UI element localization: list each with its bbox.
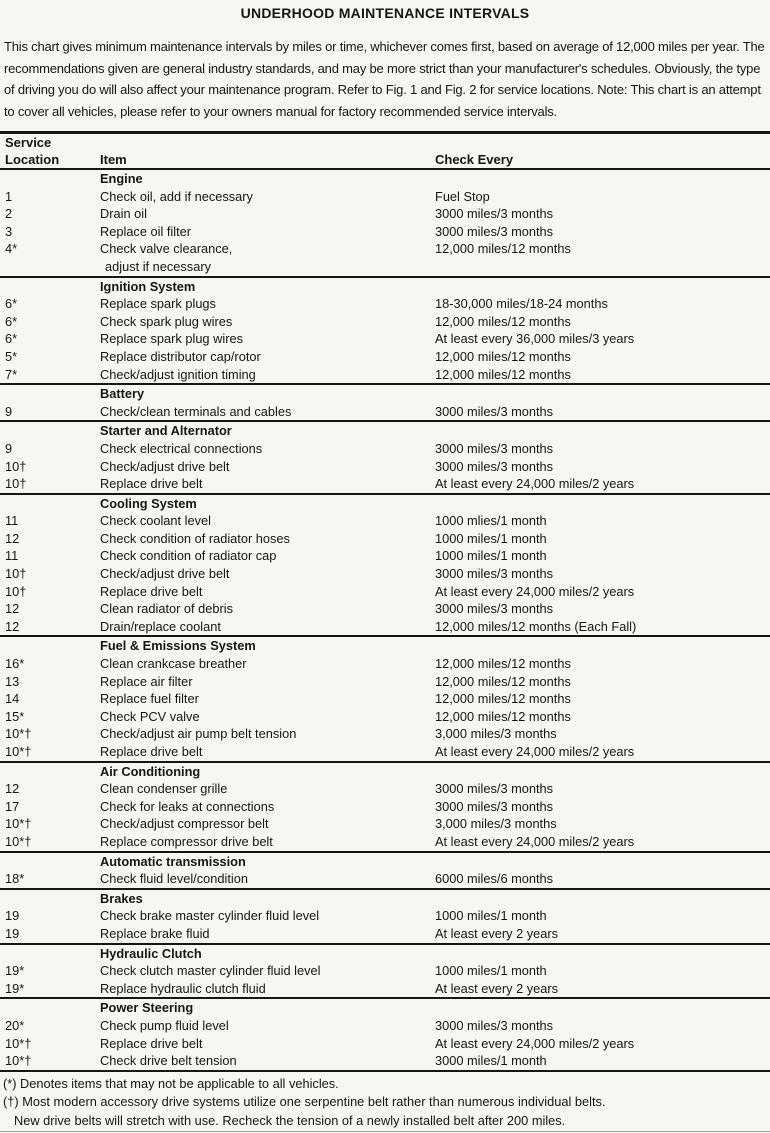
table-section [0, 890, 770, 943]
check-every-cell: 3000 miles/3 months [435, 440, 554, 456]
section-header-row [0, 422, 770, 440]
footnote: New drive belts will stretch with use. Recheck the tension of a newly installed belt after 200 miles. [14, 1112, 566, 1128]
section-header-row [0, 637, 770, 655]
item-cell: Check oil, add if necessary [100, 188, 253, 204]
table-row [0, 780, 770, 798]
service-location-cell: 11 [5, 548, 19, 564]
table-body [0, 170, 770, 1072]
section-title: Air Conditioning [100, 763, 201, 779]
service-location-cell: 11 [5, 513, 19, 529]
table-row [0, 655, 770, 673]
section-header-row [0, 999, 770, 1017]
footnotes [0, 1075, 770, 1131]
table-row [0, 313, 770, 331]
item-cell: Check drive belt tension [100, 1053, 237, 1069]
service-location-cell: 6* [5, 331, 18, 347]
service-location-cell: 15* [5, 708, 25, 724]
table-row [0, 512, 770, 530]
maintenance-table [0, 131, 770, 1072]
table-section [0, 853, 770, 888]
table-row [0, 907, 770, 925]
service-location-cell: 12 [5, 601, 20, 617]
check-every-cell: 3000 miles/1 month [435, 1053, 547, 1069]
item-cell: Replace drive belt [100, 476, 203, 492]
service-location-cell: 5* [5, 348, 18, 364]
item-cell: Check valve clearance, [100, 241, 233, 257]
service-location-cell: 6* [5, 313, 18, 329]
item-cell: Check fluid level/condition [100, 871, 248, 887]
item-cell: Drain oil [100, 206, 147, 222]
service-location-cell: 12 [5, 530, 20, 546]
table-bottom-rule [0, 1070, 770, 1072]
table-row [0, 690, 770, 708]
section-header-row [0, 853, 770, 871]
section-header-row [0, 890, 770, 908]
service-location-cell: 10*† [5, 833, 32, 849]
service-location-cell: 4* [5, 241, 18, 257]
table-row-continuation [0, 258, 770, 276]
check-every-cell: At least every 36,000 miles/3 years [435, 331, 635, 347]
service-location-cell: 10*† [5, 726, 32, 742]
item-cell: Clean radiator of debris [100, 601, 234, 617]
table-row [0, 223, 770, 241]
service-location-cell: 19 [5, 908, 20, 924]
check-every-cell: 3,000 miles/3 months [435, 816, 557, 832]
section-title: Battery [100, 386, 145, 402]
item-cell: Replace drive belt [100, 1035, 203, 1051]
table-row [0, 925, 770, 943]
check-every-cell: 18-30,000 miles/18-24 months [435, 296, 608, 312]
service-location-cell: 10† [5, 583, 27, 599]
service-location-cell: 1 [5, 188, 13, 204]
check-every-cell: 12,000 miles/12 months [435, 708, 571, 724]
table-section [0, 999, 770, 1069]
item-cell: Drain/replace coolant [100, 618, 221, 634]
item-cell: Replace spark plugs [100, 296, 216, 312]
service-location-cell: 3 [5, 223, 13, 239]
section-title: Hydraulic Clutch [100, 945, 202, 961]
footnote: (†) Most modern accessory drive systems utilize one serpentine belt rather than numerous individual belts. [3, 1094, 606, 1110]
item-cell: Check electrical connections [100, 440, 263, 456]
check-every-cell: At least every 2 years [435, 980, 559, 996]
section-header-row [0, 170, 770, 188]
check-every-cell: 1000 miles/1 month [435, 530, 547, 546]
table-row [0, 565, 770, 583]
intro-paragraph: This chart gives minimum maintenance intervals by miles or time, whichever comes first, based on average of 12,000 miles per year. The recommendations given are general industry standards, and may be more strict than your manufacturer's schedules. Obviously, the type of driving you do will also affect your maintenance program. Refer to Fig. 1 and Fig. 2 for service locations. Note: This chart is an attempt to cover all vehicles, please refer to your owners manual for factory recommended service intervals. [4, 39, 765, 119]
table-row [0, 188, 770, 206]
check-every-cell: At least every 24,000 miles/2 years [435, 476, 635, 492]
footnote: (*) Denotes items that may not be applicable to all vehicles. [3, 1075, 339, 1091]
service-location-cell: 13 [5, 673, 20, 689]
check-every-cell: 3000 miles/3 months [435, 566, 554, 582]
check-every-cell: 12,000 miles/12 months [435, 241, 571, 257]
table-section [0, 278, 770, 384]
item-cell: Replace compressor drive belt [100, 833, 273, 849]
section-title: Ignition System [100, 278, 196, 294]
service-location-cell: 7* [5, 366, 18, 382]
table-row [0, 530, 770, 548]
table-row [0, 547, 770, 565]
service-location-cell: 2 [5, 206, 13, 222]
section-title: Brakes [100, 890, 143, 906]
table-row [0, 205, 770, 223]
service-location-cell: 10*† [5, 816, 32, 832]
service-location-cell: 9 [5, 440, 13, 456]
item-cell: Check/adjust drive belt [100, 458, 230, 474]
table-row [0, 725, 770, 743]
item-cell: Clean condenser grille [100, 781, 228, 797]
check-every-cell: 12,000 miles/12 months [435, 348, 571, 364]
table-row [0, 1052, 770, 1070]
item-cell: Check PCV valve [100, 708, 200, 724]
item-cell: Check pump fluid level [100, 1017, 229, 1033]
service-location-cell: 10*† [5, 1053, 32, 1069]
service-location-cell: 6* [5, 296, 18, 312]
section-title: Starter and Alternator [100, 423, 232, 439]
check-every-cell: 3000 miles/3 months [435, 223, 554, 239]
service-location-cell: 19* [5, 980, 25, 996]
item-cell: Replace drive belt [100, 583, 203, 599]
check-every-cell: 12,000 miles/12 months (Each Fall) [435, 618, 637, 634]
page-title: UNDERHOOD MAINTENANCE INTERVALS [240, 5, 530, 21]
item-cell: Replace air filter [100, 673, 193, 689]
table-section [0, 385, 770, 420]
service-location-cell: 18* [5, 871, 25, 887]
section-title: Automatic transmission [100, 853, 246, 869]
table-row [0, 962, 770, 980]
check-every-cell: 3000 miles/3 months [435, 601, 554, 617]
service-location-cell: 10*† [5, 744, 32, 759]
check-every-cell: 3000 miles/3 months [435, 1017, 554, 1033]
check-every-cell: At least every 2 years [435, 925, 559, 941]
item-cell-continuation: adjust if necessary [105, 258, 211, 274]
header-check-every: Check Every [435, 152, 514, 167]
service-location-cell: 14 [5, 691, 20, 707]
section-header-row [0, 763, 770, 781]
service-location-cell: 17 [5, 798, 20, 814]
item-cell: Check/adjust ignition timing [100, 366, 256, 382]
check-every-cell: 3000 miles/3 months [435, 798, 554, 814]
service-location-cell: 12 [5, 781, 20, 797]
section-title: Cooling System [100, 495, 197, 511]
table-row [0, 1017, 770, 1035]
service-location-cell: 10† [5, 566, 27, 582]
service-location-cell: 16* [5, 656, 25, 672]
check-every-cell: At least every 24,000 miles/2 years [435, 583, 635, 599]
service-location-cell: 10† [5, 476, 27, 492]
item-cell: Check brake master cylinder fluid level [100, 908, 320, 924]
table-row [0, 440, 770, 458]
check-every-cell: 12,000 miles/12 months [435, 673, 571, 689]
header-service: Service [5, 135, 52, 150]
item-cell: Replace spark plug wires [100, 331, 243, 347]
item-cell: Replace hydraulic clutch fluid [100, 980, 266, 996]
table-row [0, 295, 770, 313]
table-row [0, 366, 770, 384]
table-header-line-1 [0, 134, 770, 151]
table-header [0, 134, 770, 168]
table-row [0, 1035, 770, 1053]
check-every-cell: At least every 24,000 miles/2 years [435, 1035, 635, 1051]
service-location-cell: 19* [5, 963, 25, 979]
item-cell: Check/clean terminals and cables [100, 403, 292, 419]
item-cell: Check/adjust drive belt [100, 566, 230, 582]
item-cell: Replace oil filter [100, 223, 192, 239]
table-header-line-2 [0, 151, 770, 168]
check-every-cell: Fuel Stop [435, 188, 490, 204]
table-row [0, 348, 770, 366]
service-location-cell: 10*† [5, 1035, 32, 1051]
table-row [0, 458, 770, 476]
check-every-cell: 12,000 miles/12 months [435, 691, 571, 707]
item-cell: Check condition of radiator cap [100, 548, 277, 564]
check-every-cell: 3,000 miles/3 months [435, 726, 557, 742]
table-section [0, 945, 770, 998]
table-row [0, 980, 770, 998]
section-header-row [0, 495, 770, 513]
check-every-cell: 3000 miles/3 months [435, 206, 554, 222]
item-cell: Check condition of radiator hoses [100, 530, 290, 546]
service-location-cell: 19 [5, 925, 20, 941]
check-every-cell: 1000 mlies/1 month [435, 513, 547, 529]
table-row [0, 673, 770, 691]
table-row [0, 815, 770, 833]
header-item: Item [100, 152, 127, 167]
table-row [0, 618, 770, 636]
table-row [0, 475, 770, 493]
check-every-cell: 12,000 miles/12 months [435, 366, 571, 382]
section-header-row [0, 278, 770, 296]
item-cell: Check/adjust compressor belt [100, 816, 269, 832]
section-title: Power Steering [100, 1000, 194, 1016]
section-title: Fuel & Emissions System [100, 638, 256, 654]
section-header-row [0, 385, 770, 403]
table-section [0, 637, 770, 760]
table-row [0, 708, 770, 726]
table-row [0, 870, 770, 888]
table-row [0, 583, 770, 601]
check-every-cell: 3000 miles/3 months [435, 781, 554, 797]
table-row [0, 403, 770, 421]
service-location-cell: 12 [5, 618, 20, 634]
item-cell: Replace brake fluid [100, 925, 210, 941]
section-header-row [0, 945, 770, 963]
item-cell: Replace distributor cap/rotor [100, 348, 261, 364]
table-section [0, 495, 770, 636]
service-location-cell: 20* [5, 1017, 25, 1033]
check-every-cell: At least every 24,000 miles/2 years [435, 744, 635, 759]
item-cell: Check spark plug wires [100, 313, 233, 329]
check-every-cell: 3000 miles/3 months [435, 403, 554, 419]
table-row [0, 600, 770, 618]
check-every-cell: 1000 miles/1 month [435, 963, 547, 979]
table-row [0, 798, 770, 816]
check-every-cell: At least every 24,000 miles/2 years [435, 833, 635, 849]
check-every-cell: 1000 miles/1 month [435, 548, 547, 564]
section-title: Engine [100, 171, 143, 186]
item-cell: Check clutch master cylinder fluid level [100, 963, 321, 979]
check-every-cell: 3000 miles/3 months [435, 458, 554, 474]
table-row [0, 833, 770, 851]
header-location: Location [5, 152, 60, 167]
service-location-cell: 9 [5, 403, 13, 419]
table-row [0, 743, 770, 761]
item-cell: Check for leaks at connections [100, 798, 275, 814]
table-section [0, 422, 770, 492]
item-cell: Clean crankcase breather [100, 656, 247, 672]
table-section [0, 170, 770, 276]
table-section [0, 763, 770, 851]
service-location-cell: 10† [5, 458, 27, 474]
check-every-cell: 1000 miles/1 month [435, 908, 547, 924]
item-cell: Check/adjust air pump belt tension [100, 726, 297, 742]
check-every-cell: 6000 miles/6 months [435, 871, 554, 887]
check-every-cell: 12,000 miles/12 months [435, 313, 571, 329]
item-cell: Replace drive belt [100, 744, 203, 759]
table-row [0, 240, 770, 258]
item-cell: Check coolant level [100, 513, 211, 529]
check-every-cell: 12,000 miles/12 months [435, 656, 571, 672]
item-cell: Replace fuel filter [100, 691, 199, 707]
table-row [0, 330, 770, 348]
